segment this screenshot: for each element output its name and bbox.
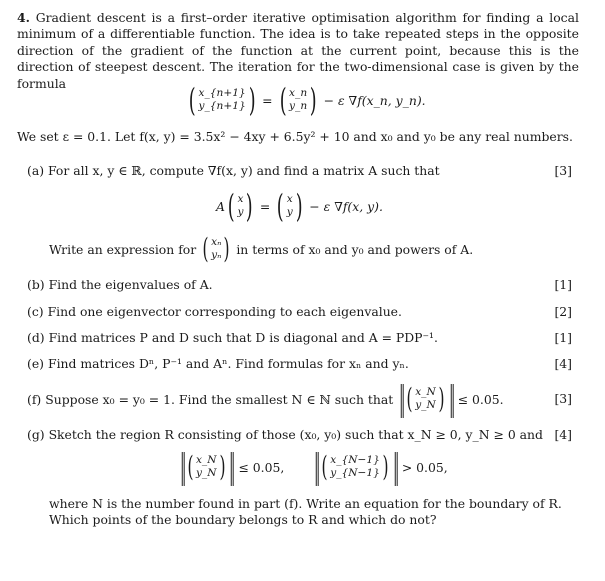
part-a-label: (a) [27, 163, 45, 178]
rhs-top: x_n [289, 87, 308, 99]
write-post: in terms of x₀ and y₀ and powers of A. [236, 241, 474, 257]
formula-tail: − ε ∇f(x_n, y_n). [323, 92, 426, 108]
part-g-line-2: Which points of the boundary belongs to R and which do not? [49, 512, 437, 527]
part-a-equation [216, 187, 383, 225]
g-vec-yN: y_N [195, 467, 217, 479]
part-a-eq-tail: − ε ∇f(x, y). [309, 198, 383, 214]
lhs-bot: y_{n+1} [198, 100, 246, 112]
part-c-label: (c) [27, 304, 44, 319]
part-d [27, 330, 507, 346]
g-vec-xN: x_N [195, 454, 217, 466]
vec-xn: xₙ [211, 236, 222, 248]
equals-sign-a: = [259, 198, 271, 214]
lhs-vector: ( x_{n+1} y_{n+1} ) [188, 81, 256, 119]
part-d-marks: [1] [554, 330, 572, 345]
part-a-marks: [3] [554, 163, 572, 178]
xn-vector: ( xₙ yₙ ) [202, 232, 230, 265]
part-a-write [49, 232, 474, 265]
part-g [27, 427, 543, 443]
part-f-label: (f) [27, 391, 42, 407]
part-a [27, 163, 507, 179]
rhs-bot: y_n [289, 100, 308, 112]
part-f-marks: [3] [554, 391, 572, 406]
part-e [27, 356, 507, 372]
part-d-label: (d) [27, 330, 45, 345]
part-f: (f) Suppose x₀ = y₀ = 1. Find the smallest N ∈ ℕ such that ‖ ( x_N y_N ) ‖ ≤ 0.05. [27, 379, 504, 419]
part-b-label: (b) [27, 277, 45, 292]
cond-1: ≤ 0.05, [238, 459, 285, 475]
part-a-text: For all x, y ∈ ℝ, compute ∇f(x, y) and find a matrix A such that [48, 163, 440, 178]
part-f-tail: ≤ 0.05. [457, 391, 504, 407]
part-b-marks: [1] [554, 277, 572, 292]
vec-yN: y_N [415, 399, 436, 411]
vec-x: x [237, 193, 244, 205]
part-g-text: Sketch the region R consisting of those (x₀, y₀) such that x_N ≥ 0, y_N ≥ 0 and [48, 427, 543, 442]
cond-2: > 0.05, [401, 459, 448, 475]
part-f-text: Suppose x₀ = y₀ = 1. Find the smallest N ∈ ℕ such that [45, 391, 394, 407]
xy-vector: ( x y ) [227, 187, 254, 225]
part-g-label: (g) [27, 427, 45, 442]
g-vec-xN1: x_{N−1} [330, 454, 380, 466]
question-intro [17, 10, 579, 92]
part-d-text: Find matrices P and D such that D is diagonal and A = PDP⁻¹. [48, 330, 438, 345]
part-g-conditions: ‖ ( x_N y_N ) ‖ ≤ 0.05, ‖ ( x_{N−1} y_{N−1} ) ‖ > 0.05, [180, 447, 448, 487]
g-xN-vector: ( x_N y_N ) [187, 450, 225, 483]
rhs-vector: ( x_n y_n ) [279, 81, 317, 119]
part-g-line-1: where N is the number found in part (f). Write an equation for the boundary of R. [49, 496, 562, 511]
part-g-marks: [4] [554, 427, 572, 442]
part-b [27, 277, 507, 293]
g-vec-yN1: y_{N−1} [330, 467, 380, 479]
write-pre: Write an expression for [49, 241, 197, 257]
vec2-x: x [286, 193, 293, 205]
vec-y: y [237, 206, 244, 218]
xy-vector-2: ( x y ) [277, 187, 303, 225]
g-xN1-vector: ( x_{N−1} y_{N−1} ) [321, 450, 389, 483]
part-c-text: Find one eigenvector corresponding to each eigenvalue. [47, 304, 402, 319]
part-b-text: Find the eigenvalues of A. [48, 277, 213, 292]
part-c [27, 304, 507, 320]
part-e-label: (e) [27, 356, 45, 371]
lhs-top: x_{n+1} [198, 87, 246, 99]
intro-text: Gradient descent is a first–order iterative optimisation algorithm for finding a local minimum of a differentiable function. The idea is to take repeated steps in the opposite direction of the gradient of the function at the current point, because this is the direction of steepest descent. The iteration for the two-dimensional case is given by the formula [17, 10, 579, 91]
vec2-y: y [286, 206, 293, 218]
equals-sign: = [262, 92, 273, 108]
vec-yn: yₙ [211, 249, 222, 261]
question-setup: We set ε = 0.1. Let f(x, y) = 3.5x² − 4xy + 6.5y² + 10 and x₀ and y₀ be any real numbers. [17, 129, 573, 144]
iteration-formula [186, 81, 426, 119]
xN-vector: ( x_N y_N ) [406, 382, 445, 415]
vec-xN: x_N [415, 386, 436, 398]
part-e-marks: [4] [554, 356, 572, 371]
question-number: 4. [17, 10, 30, 25]
part-c-marks: [2] [554, 304, 572, 319]
part-e-text: Find matrices Dⁿ, P⁻¹ and Aⁿ. Find formulas for xₙ and yₙ. [47, 356, 409, 371]
matrix-a: A [216, 198, 225, 214]
